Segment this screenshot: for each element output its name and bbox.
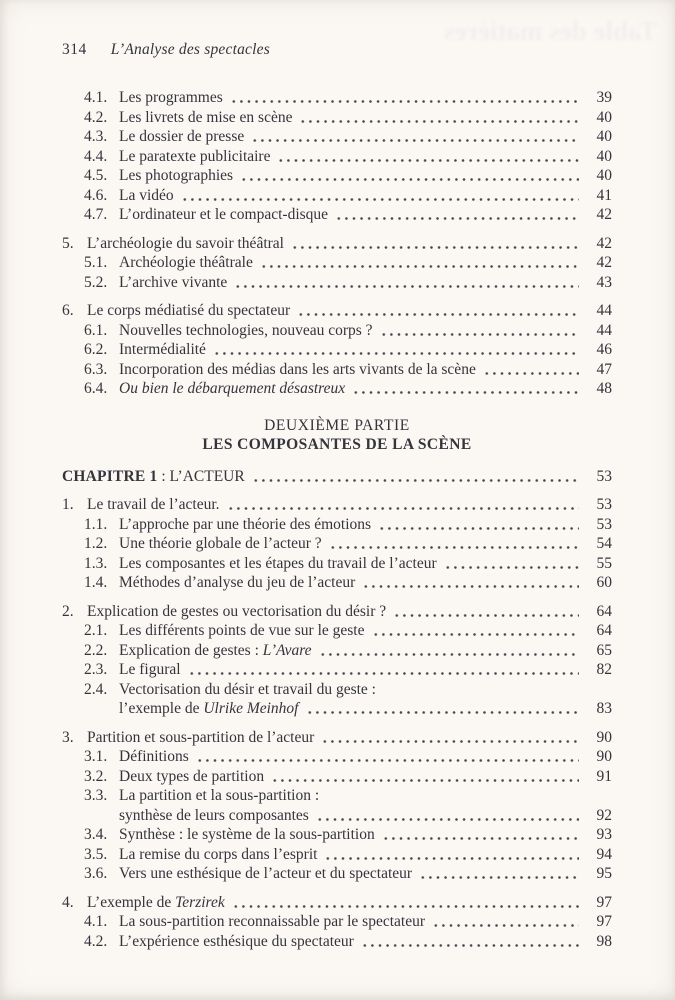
entry-number: 3.3. bbox=[84, 787, 108, 804]
dot-leader bbox=[230, 893, 579, 913]
entry-title: Une théorie globale de l’acteur ? bbox=[119, 535, 322, 552]
entry-title: synthèse de leurs composantes bbox=[119, 806, 309, 824]
entry-number: 3.1. bbox=[84, 748, 108, 765]
entry-page-number: 55 bbox=[596, 554, 612, 572]
dot-leader bbox=[211, 340, 579, 360]
dot-leader bbox=[359, 932, 579, 952]
running-head bbox=[62, 40, 612, 60]
dot-leader bbox=[327, 534, 579, 554]
entry-number: 5.2. bbox=[84, 273, 108, 291]
entry-title: Le figural bbox=[119, 661, 181, 678]
entry-title: Nouvelles technologies, nouveau corps ? bbox=[119, 321, 373, 339]
entry-number: 4. bbox=[62, 893, 74, 911]
dot-leader bbox=[275, 147, 579, 167]
dot-leader bbox=[258, 253, 579, 273]
toc-entry bbox=[119, 699, 612, 719]
toc-entry bbox=[62, 495, 612, 515]
entry-number: 1.1. bbox=[84, 515, 108, 533]
entry-title: Les livrets de mise en scène bbox=[119, 108, 293, 126]
entry-page-number: 46 bbox=[596, 341, 612, 358]
dot-leader bbox=[304, 699, 580, 719]
toc-entry bbox=[62, 893, 612, 913]
toc-entry bbox=[84, 845, 612, 865]
entry-number: 4.2. bbox=[84, 932, 108, 950]
entry-title: Le paratexte publicitaire bbox=[119, 147, 271, 165]
entry-title: Synthèse : le système de la sous-partition bbox=[119, 826, 375, 843]
entry-title: La remise du corps dans l’esprit bbox=[119, 845, 318, 863]
entry-title: Les programmes bbox=[119, 89, 223, 106]
entry-number: 2.4. bbox=[84, 680, 108, 698]
dot-leader bbox=[481, 360, 579, 380]
entry-number: 2.1. bbox=[84, 622, 108, 639]
entry-page-number: 97 bbox=[596, 913, 612, 930]
entry-page-number: 53 bbox=[596, 467, 612, 485]
entry-number: 2.3. bbox=[84, 661, 108, 678]
entry-number: 3.6. bbox=[84, 865, 108, 882]
toc-entry bbox=[84, 680, 612, 700]
entry-page-number: 40 bbox=[596, 108, 612, 126]
entry-number: 4.6. bbox=[84, 186, 108, 204]
entry-number: 4.1. bbox=[84, 913, 108, 930]
entry-page-number: 44 bbox=[596, 321, 612, 339]
entry-number: 1. bbox=[62, 496, 74, 513]
dot-leader bbox=[360, 573, 579, 593]
toc-entry bbox=[84, 515, 612, 535]
entry-title: L’approche par une théorie des émotions bbox=[119, 515, 372, 533]
entry-title: Archéologie théâtrale bbox=[119, 254, 253, 271]
bleed-through-text: Table des matières bbox=[444, 16, 657, 46]
page-folio: 314 bbox=[62, 41, 87, 58]
toc-entry bbox=[84, 108, 612, 128]
toc-entry bbox=[84, 660, 612, 680]
dot-leader bbox=[376, 515, 579, 535]
toc-entry bbox=[84, 321, 612, 341]
toc-entry bbox=[84, 127, 612, 147]
entry-number: 4.4. bbox=[84, 147, 108, 165]
dot-leader bbox=[179, 186, 579, 206]
chapter-entry bbox=[62, 467, 612, 487]
entry-page-number: 39 bbox=[596, 89, 612, 106]
entry-number: 4.3. bbox=[84, 128, 108, 145]
entry-title: Partition et sous-partition de l’acteur bbox=[87, 728, 315, 746]
toc-entry bbox=[84, 253, 612, 273]
dot-leader bbox=[297, 108, 579, 128]
dot-leader bbox=[430, 912, 579, 932]
entry-page-number: 40 bbox=[596, 147, 612, 165]
entry-title: L’expérience esthésique du spectateur bbox=[119, 932, 354, 950]
entry-title-italic: Ulrike Meinhof bbox=[203, 700, 299, 717]
dot-leader bbox=[249, 127, 579, 147]
part-heading bbox=[62, 416, 612, 455]
toc-entry bbox=[84, 340, 612, 360]
toc-entry bbox=[84, 147, 612, 167]
entry-page-number: 53 bbox=[596, 496, 612, 513]
entry-title-italic: L’Avare bbox=[262, 641, 312, 659]
entry-title: Le dossier de presse bbox=[119, 128, 245, 145]
entry-page-number: 94 bbox=[596, 845, 612, 863]
entry-page-number: 65 bbox=[596, 641, 612, 659]
entry-page-number: 54 bbox=[596, 535, 612, 552]
dot-leader bbox=[350, 379, 579, 399]
toc-entry bbox=[84, 166, 612, 186]
toc-entry bbox=[84, 379, 612, 399]
table-of-contents bbox=[62, 88, 612, 951]
toc-entry bbox=[84, 747, 612, 767]
entry-page-number: 82 bbox=[596, 661, 612, 678]
entry-title: Intermédialité bbox=[119, 341, 206, 358]
toc-entry bbox=[84, 573, 612, 593]
toc-entry bbox=[84, 767, 612, 787]
toc-entry bbox=[84, 912, 612, 932]
entry-title-italic: Ou bien le débarquement désastreux bbox=[119, 380, 346, 397]
dot-leader bbox=[238, 166, 579, 186]
toc-entry bbox=[84, 273, 612, 293]
dot-leader bbox=[319, 728, 579, 748]
entry-number: 6.2. bbox=[84, 341, 108, 358]
part-title-line: DEUXIÈME PARTIE bbox=[264, 416, 410, 434]
entry-page-number: 42 bbox=[596, 206, 612, 223]
entry-title: L’exemple de Terzirek bbox=[87, 893, 225, 911]
dot-leader bbox=[417, 864, 579, 884]
toc-entry bbox=[84, 641, 612, 661]
entry-page-number: 64 bbox=[596, 602, 612, 620]
entry-title: La vidéo bbox=[119, 186, 174, 204]
toc-entry bbox=[84, 932, 612, 952]
dot-leader bbox=[378, 321, 579, 341]
dot-leader bbox=[370, 621, 580, 641]
entry-title bbox=[119, 379, 345, 399]
entry-title: Le travail de l’acteur. bbox=[87, 496, 220, 513]
entry-page-number: 44 bbox=[596, 302, 612, 319]
entry-page-number: 93 bbox=[596, 826, 612, 843]
entry-title: L’archéologie du savoir théâtral bbox=[87, 234, 284, 252]
dot-leader bbox=[194, 747, 579, 767]
dot-leader bbox=[186, 660, 579, 680]
toc-entry bbox=[84, 534, 612, 554]
entry-page-number: 90 bbox=[596, 748, 612, 765]
entry-number: 4.1. bbox=[84, 89, 108, 106]
toc-entry bbox=[84, 205, 612, 225]
dot-leader bbox=[228, 88, 579, 108]
toc-entry bbox=[84, 825, 612, 845]
toc-entry bbox=[119, 806, 612, 826]
entry-title: Deux types de partition bbox=[119, 767, 265, 785]
running-title: L’Analyse des spectacles bbox=[110, 41, 270, 58]
entry-title-italic: Terzirek bbox=[175, 893, 225, 911]
entry-page-number: 60 bbox=[596, 574, 612, 591]
toc-entry bbox=[84, 786, 612, 806]
entry-title: Explication de gestes : L’Avare bbox=[119, 641, 312, 659]
entry-title: Les différents points de vue sur le geste bbox=[119, 622, 365, 639]
entry-number: 3.4. bbox=[84, 826, 108, 843]
entry-title: CHAPITRE 1 : L’ACTEUR bbox=[62, 467, 245, 485]
entry-title: Incorporation des médias dans les arts vivants de la scène bbox=[119, 360, 476, 378]
entry-number: 1.3. bbox=[84, 554, 108, 572]
entry-number: 1.4. bbox=[84, 574, 108, 591]
dot-leader bbox=[250, 467, 579, 487]
entry-title: La sous-partition reconnaissable par le spectateur bbox=[119, 913, 426, 930]
entry-title: Les composantes et les étapes du travail de l’acteur bbox=[119, 554, 437, 572]
toc-entry bbox=[84, 88, 612, 108]
toc-entry bbox=[84, 554, 612, 574]
chapter-label: CHAPITRE 1 bbox=[62, 467, 158, 485]
entry-title: La partition et la sous-partition : bbox=[119, 787, 320, 804]
entry-page-number: 40 bbox=[596, 128, 612, 145]
entry-number: 6. bbox=[62, 302, 74, 319]
toc-entry bbox=[84, 360, 612, 380]
entry-title: Explication de gestes ou vectorisation du désir ? bbox=[87, 602, 387, 620]
entry-number: 6.4. bbox=[84, 380, 108, 397]
toc-entry bbox=[62, 301, 612, 321]
entry-number: 1.2. bbox=[84, 535, 108, 552]
entry-page-number: 53 bbox=[596, 515, 612, 533]
entry-page-number: 97 bbox=[596, 893, 612, 911]
entry-number: 6.3. bbox=[84, 360, 108, 378]
entry-number: 4.7. bbox=[84, 206, 108, 223]
entry-number: 4.2. bbox=[84, 108, 108, 126]
entry-number: 2.2. bbox=[84, 641, 108, 659]
entry-page-number: 90 bbox=[596, 728, 612, 746]
dot-leader bbox=[289, 234, 579, 254]
entry-page-number: 40 bbox=[596, 167, 612, 184]
dot-leader bbox=[317, 641, 579, 661]
entry-title: Les photographies bbox=[119, 167, 234, 184]
entry-number: 2. bbox=[62, 602, 74, 620]
entry-title: L’archive vivante bbox=[119, 273, 228, 291]
dot-leader bbox=[232, 273, 579, 293]
entry-number: 5. bbox=[62, 234, 74, 252]
dot-leader bbox=[380, 825, 579, 845]
entry-page-number: 41 bbox=[596, 186, 612, 204]
entry-title: L’ordinateur et le compact-disque bbox=[119, 206, 329, 223]
toc-entry bbox=[62, 234, 612, 254]
entry-number: 5.1. bbox=[84, 254, 108, 271]
entry-page-number: 83 bbox=[596, 700, 612, 717]
toc-entry bbox=[84, 621, 612, 641]
entry-page-number: 48 bbox=[596, 380, 612, 397]
entry-title: Vers une esthésique de l’acteur et du spectateur bbox=[119, 865, 413, 882]
entry-page-number: 42 bbox=[596, 234, 612, 252]
entry-title: Le corps médiatisé du spectateur bbox=[87, 302, 291, 319]
toc-entry bbox=[62, 602, 612, 622]
entry-page-number: 98 bbox=[596, 932, 612, 950]
entry-number: 3. bbox=[62, 728, 74, 746]
entry-title: l’exemple de Ulrike Meinhof bbox=[119, 700, 299, 717]
entry-page-number: 91 bbox=[596, 767, 612, 785]
dot-leader bbox=[442, 554, 579, 574]
dot-leader bbox=[322, 845, 579, 865]
dot-leader bbox=[225, 495, 579, 515]
entry-page-number: 64 bbox=[596, 622, 612, 639]
toc-entry bbox=[62, 728, 612, 748]
part-title-line: LES COMPOSANTES DE LA SCÈNE bbox=[202, 436, 472, 453]
dot-leader bbox=[295, 301, 579, 321]
entry-page-number: 47 bbox=[596, 360, 612, 378]
entry-title: Méthodes d’analyse du jeu de l’acteur bbox=[119, 574, 356, 591]
entry-page-number: 43 bbox=[596, 273, 612, 291]
entry-page-number: 92 bbox=[596, 806, 612, 824]
toc-entry bbox=[84, 864, 612, 884]
entry-number: 4.5. bbox=[84, 167, 108, 184]
entry-page-number: 42 bbox=[596, 254, 612, 271]
entry-number: 6.1. bbox=[84, 321, 108, 339]
entry-number: 3.2. bbox=[84, 767, 108, 785]
dot-leader bbox=[391, 602, 579, 622]
dot-leader bbox=[269, 767, 579, 787]
entry-number: 3.5. bbox=[84, 845, 108, 863]
entry-title: Définitions bbox=[119, 748, 189, 765]
dot-leader bbox=[314, 806, 579, 826]
dot-leader bbox=[333, 205, 579, 225]
entry-page-number: 95 bbox=[596, 865, 612, 882]
entry-title: Vectorisation du désir et travail du geste : bbox=[119, 680, 376, 698]
toc-entry bbox=[84, 186, 612, 206]
